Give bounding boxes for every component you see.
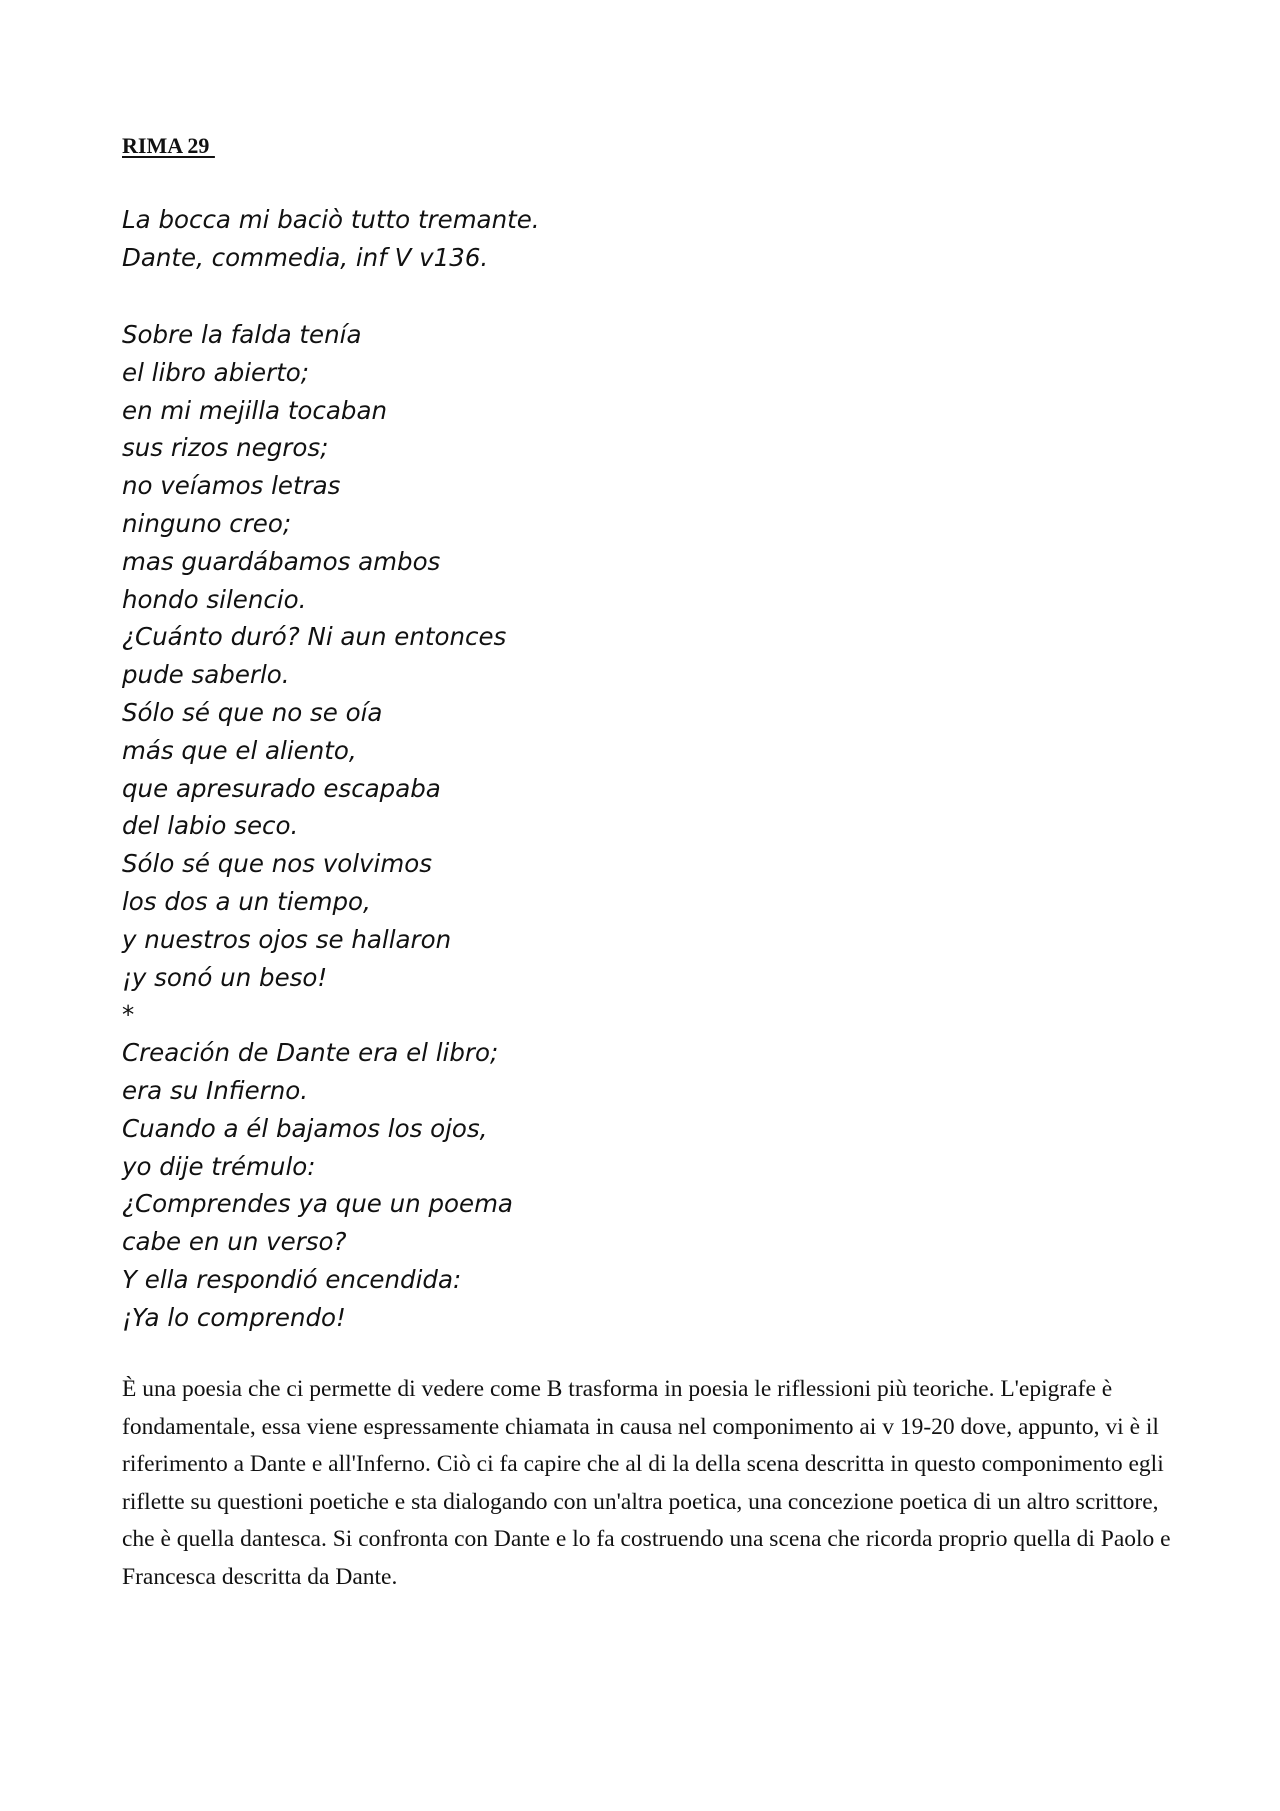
poem-line: Cuando a él bajamos los ojos, — [122, 1113, 488, 1143]
poem-line: Sólo sé que nos volvimos — [122, 849, 432, 879]
poem-line: los dos a un tiempo, — [122, 886, 371, 916]
poem-line: que apresurado escapaba — [122, 773, 441, 803]
poem-line: más que el aliento, — [122, 735, 357, 765]
poem-line: ¡Ya lo comprendo! — [122, 1302, 346, 1332]
poem-line: Y ella respondió encendida: — [122, 1264, 462, 1294]
poem-body — [122, 316, 513, 1337]
poem-title: RIMA 29 — [122, 133, 215, 158]
poem-line: ninguno creo; — [122, 508, 292, 538]
poem-line: Sobre la falda tenía — [122, 320, 362, 349]
poem-line: Creación de Dante era el libro; — [122, 1038, 499, 1068]
poem-line: sus rizos negros; — [122, 433, 329, 463]
poem-line: ¿Cuánto duró? Ni aun entonces — [122, 622, 507, 652]
poem-line: ¡y sonó un beso! — [122, 962, 328, 992]
epigraph-line: La bocca mi baciò tutto tremante. — [122, 205, 540, 234]
poem-line: el libro abierto; — [122, 357, 310, 387]
poem-line: cabe en un verso? — [122, 1227, 347, 1257]
poem-line: hondo silencio. — [122, 584, 307, 614]
stanza-separator: * — [122, 1000, 135, 1030]
poem-line: era su Infierno. — [122, 1075, 309, 1105]
poem-line: no veíamos letras — [122, 471, 341, 501]
poem-line: pude saberlo. — [122, 660, 290, 690]
epigraph-citation: Dante, commedia, inf V v136. — [122, 242, 489, 272]
poem-line: ¿Comprendes ya que un poema — [122, 1189, 513, 1219]
commentary-paragraph: È una poesia che ci permette di vedere come B trasforma in poesia le riflessioni più teoriche. L'epigrafe è fondamentale, essa viene espressamente chiamata in causa nel componimento ai v 19-20 dove, appunto, vi è il riferimento a Dante e all'Inferno. Ciò ci fa capire che al di la della scena descritta in questo componimento egli riflette su questioni poetiche e sta dialogando con un'altra poetica, una concezione poetica di un altro scrittore, che è quella dantesca. Si confronta con Dante e lo fa costruendo una scena che ricorda proprio quella di Paolo e Francesca descritta da Dante. — [122, 1376, 1171, 1590]
poem-line: Sólo sé que no se oía — [122, 697, 383, 727]
poem-line: y nuestros ojos se hallaron — [122, 924, 452, 954]
epigraph — [122, 201, 540, 277]
poem-line: en mi mejilla tocaban — [122, 395, 387, 425]
poem-line: del labio seco. — [122, 811, 299, 841]
poem-line: yo dije trémulo: — [122, 1151, 316, 1181]
poem-line: mas guardábamos ambos — [122, 546, 441, 576]
